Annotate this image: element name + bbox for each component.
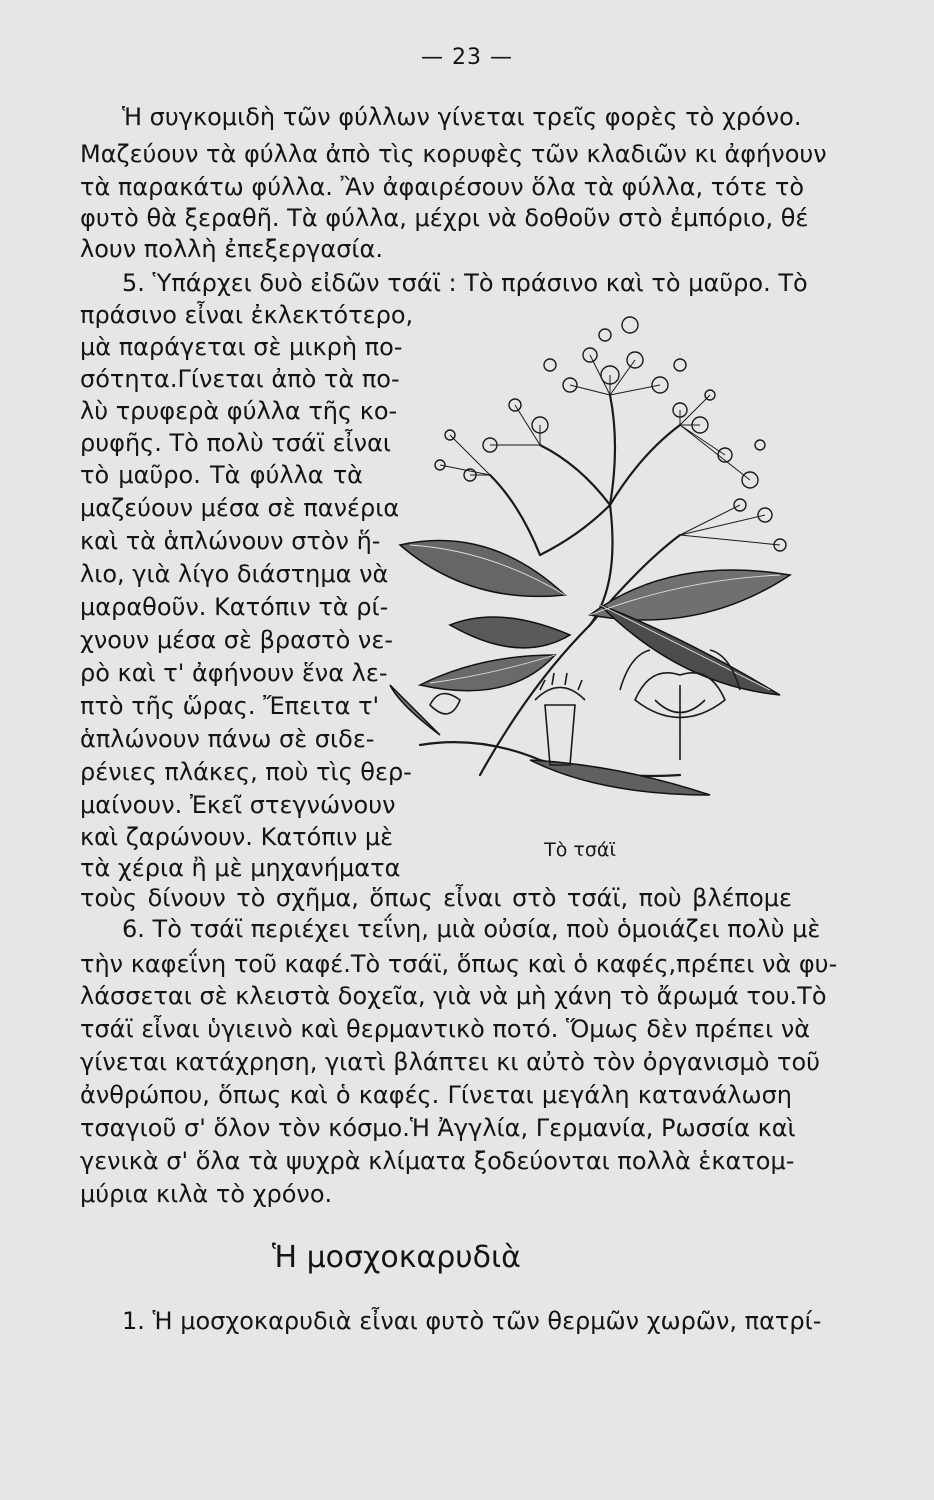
text-line: Μαζεύουν τὰ φύλλα ἀπὸ τὶς κορυφὲς τῶν κλαδιῶν κι ἀφήνουν [80,140,827,168]
text-line: μαραθοῦν. Κατόπιν τὰ ρί- [80,593,389,621]
text-line: γενικὰ σ' ὅλα τὰ ψυχρὰ κλίματα ξοδεύονται πολλὰ ἑκατομ- [80,1147,795,1175]
text-line: μὰ παράγεται σὲ μικρὴ πο- [80,333,403,361]
text-line: λὺ τρυφερὰ φύλλα τῆς κο- [80,397,398,425]
text-line: μαζεύουν μέσα σὲ πανέρια [80,494,400,522]
text-line: ρένιες πλάκες, ποὺ τὶς θερ- [80,758,412,786]
text-line: γίνεται κατάχρηση, γιατὶ βλάπτει κι αὐτὸ τὸν ὀργανισμὸ τοῦ [80,1048,821,1076]
text-line: λάσσεται σὲ κλειστὰ δοχεῖα, γιὰ νὰ μὴ χάνη τὸ ἄρωμά του.Τὸ [80,982,827,1010]
text-line: ρὸ καὶ τ' ἀφήνουν ἕνα λε- [80,659,388,687]
text-line: λιο, γιὰ λίγο διάστημα νὰ [80,560,389,588]
text-line: ἁπλώνουν πάνω σὲ σιδε- [80,725,375,753]
text-line: λουν πολλὴ ἐπεξεργασία. [80,235,383,263]
text-line: φυτὸ θὰ ξεραθῆ. Τὰ φύλλα, μέχρι νὰ δοθοῦν στὸ ἐμπόριο, θέ [80,204,809,232]
tea-plant-illustration [380,305,810,835]
text-line: 1. Ἡ μοσχοκαρυδιὰ εἶναι φυτὸ τῶν θερμῶν χωρῶν, πατρί- [122,1307,822,1335]
text-line: πράσινο εἶναι ἐκλεκτότερο, [80,301,414,329]
text-line: τὸ μαῦρο. Τὰ φύλλα τὰ [80,461,363,489]
text-line: τσαγιοῦ σ' ὅλον τὸν κόσμο.Ἡ Ἀγγλία, Γερμανία, Ρωσσία καὶ [80,1114,796,1142]
text-line: τὴν καφεΐνη τοῦ καφέ.Τὸ τσάϊ, ὅπως καὶ ὁ καφές,πρέπει νὰ φυ- [80,950,838,978]
text-line: μύρια κιλὰ τὸ χρόνο. [80,1180,333,1208]
text-line: καὶ τὰ ἁπλώνουν στὸν ἥ- [80,527,381,555]
illustration-caption: Τὸ τσάϊ [544,839,616,861]
text-line: 6. Τὸ τσάϊ περιέχει τεΐνη, μιὰ οὐσία, ποὺ ὁμοιάζει πολὺ μὲ [122,915,821,943]
text-line: ἀνθρώπου, ὅπως καὶ ὁ καφές. Γίνεται μεγάλη κατανάλωση [80,1081,792,1109]
page-number: — 23 — [421,45,513,70]
text-line: τὰ χέρια ἢ μὲ μηχανήματα [80,854,401,882]
text-line: πτὸ τῆς ὥρας. Ἔπειτα τ' [80,692,380,720]
text-line: Ἡ συγκομιδὴ τῶν φύλλων γίνεται τρεῖς φορὲς τὸ χρόνο. [122,103,802,131]
text-line: καὶ ζαρώνουν. Κατόπιν μὲ [80,823,394,851]
text-line: τσάϊ εἶναι ὑγιεινὸ καὶ θερμαντικὸ ποτό. Ὅμως δὲν πρέπει νὰ [80,1015,811,1043]
text-line: 5. Ὑπάρχει δυὸ εἰδῶν τσάϊ : Τὸ πράσινο καὶ τὸ μαῦρο. Τὸ [122,269,808,297]
text-line: σότητα.Γίνεται ἀπὸ τὰ πο- [80,365,400,393]
text-line: τοὺς δίνουν τὸ σχῆμα, ὅπως εἶναι στὸ τσάϊ, ποὺ βλέπομε [80,884,792,912]
section-heading: Ἡ μοσχοκαρυδιὰ [272,1240,521,1275]
text-line: μαίνουν. Ἐκεῖ στεγνώνουν [80,791,396,819]
text-line: ρυφῆς. Τὸ πολὺ τσάϊ εἶναι [80,429,392,457]
text-line: χνουν μέσα σὲ βραστὸ νε- [80,626,393,654]
text-line: τὰ παρακάτω φύλλα. Ἂν ἀφαιρέσουν ὅλα τὰ φύλλα, τότε τὸ [80,173,805,201]
